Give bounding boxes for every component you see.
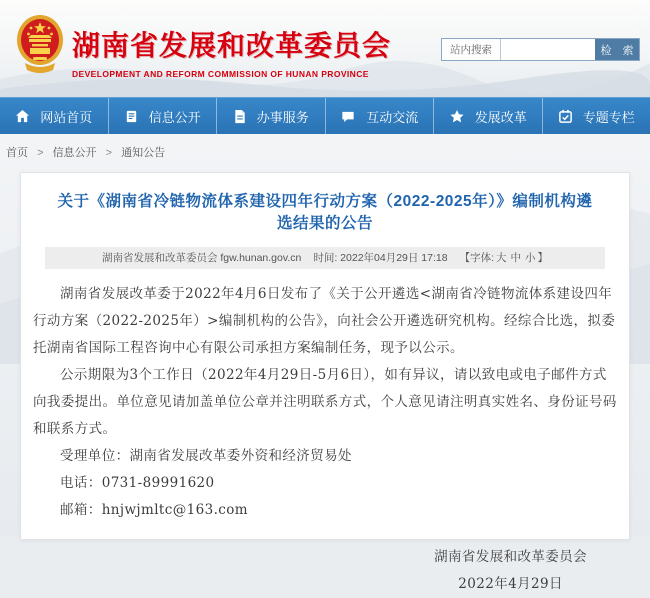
article-time: 时间: 2022年04月29日 17:18: [313, 252, 447, 264]
breadcrumb-home[interactable]: 首页: [6, 147, 28, 159]
nav-item-label: 网站首页: [40, 107, 92, 126]
article-meta-bar: [45, 247, 605, 269]
nav-item-label: 互动交流: [366, 107, 418, 126]
breadcrumb-notices[interactable]: 通知公告: [121, 147, 165, 159]
font-size-small-button[interactable]: 小: [525, 252, 536, 264]
site-brand: [72, 24, 391, 79]
nav-item-label: 发展改革: [475, 107, 527, 126]
nav-item-label: 信息公开: [149, 107, 201, 126]
accepting-unit-line: 受理单位：湖南省发展改革委外资和经济贸易处: [33, 443, 617, 470]
phone-line: 电话：0731-89991620: [33, 470, 617, 497]
national-emblem-logo[interactable]: [16, 13, 64, 79]
page-body: [0, 134, 650, 535]
article-container: [20, 172, 630, 540]
font-size-control: [460, 252, 548, 264]
nav-item-special-topics[interactable]: [543, 98, 650, 134]
search-button[interactable]: 检 索: [595, 39, 639, 60]
font-size-label: 【字体:: [460, 252, 494, 264]
signature-organization: 湖南省发展和改革委员会: [434, 544, 587, 571]
nav-item-info-disclosure[interactable]: [109, 98, 218, 134]
article-paragraph: 公示期限为3个工作日（2022年4月29日-5月6日），如有异议，请以致电或电子邮件方式向我委提出。单位意见请加盖单位公章并注明联系方式，个人意见请注明真实姓名、身份证号码和联系方式。: [33, 362, 617, 443]
star-icon: [449, 109, 465, 124]
home-icon: [15, 109, 30, 124]
article-body: [33, 281, 617, 598]
nav-item-label: 专题专栏: [583, 107, 635, 126]
chat-icon: [340, 109, 356, 124]
document-icon: [124, 109, 139, 124]
site-header: [0, 0, 650, 97]
site-search: [441, 38, 640, 61]
article-signature: [33, 544, 617, 598]
file-icon: [233, 109, 247, 124]
site-title: 湖南省发展和改革委员会: [72, 24, 391, 64]
article-title: 关于《湖南省冷链物流体系建设四年行动方案（2022-2025年）》编制机构遴选结果的公告: [51, 191, 599, 235]
search-input[interactable]: [501, 39, 595, 60]
font-size-medium-button[interactable]: 中: [511, 252, 522, 264]
nav-item-interaction[interactable]: [326, 98, 435, 134]
nav-item-services[interactable]: [217, 98, 326, 134]
search-label: 站内搜索: [442, 39, 501, 60]
signature-date: 2022年4月29日: [434, 571, 587, 598]
site-title-english: DEVELOPMENT AND REFORM COMMISSION OF HUNAN PROVINCE: [72, 69, 391, 79]
font-size-large-button[interactable]: 大: [496, 252, 507, 264]
article-paragraph: 湖南省发展改革委于2022年4月6日发布了《关于公开遴选<湖南省冷链物流体系建设四年行动方案（2022-2025年）>编制机构的公告》，向社会公开遴选研究机构。经综合比选，拟委托湖南省国际工程咨询中心有限公司承担方案编制任务，现予以公示。: [33, 281, 617, 362]
nav-item-home[interactable]: [0, 98, 109, 134]
font-size-label-close: 】: [538, 252, 549, 264]
article-source: 湖南省发展和改革委员会 fgw.hunan.gov.cn: [102, 252, 301, 264]
nav-item-development-reform[interactable]: [434, 98, 543, 134]
breadcrumb-separator: >: [37, 147, 43, 159]
calendar-icon: [558, 109, 573, 124]
main-nav: [0, 97, 650, 134]
email-line: 邮箱：hnjwjmltc@163.com: [33, 497, 617, 524]
breadcrumb-info-disclosure[interactable]: 信息公开: [53, 147, 97, 159]
breadcrumb-separator: >: [106, 147, 112, 159]
nav-item-label: 办事服务: [257, 107, 309, 126]
breadcrumb: [0, 134, 650, 168]
